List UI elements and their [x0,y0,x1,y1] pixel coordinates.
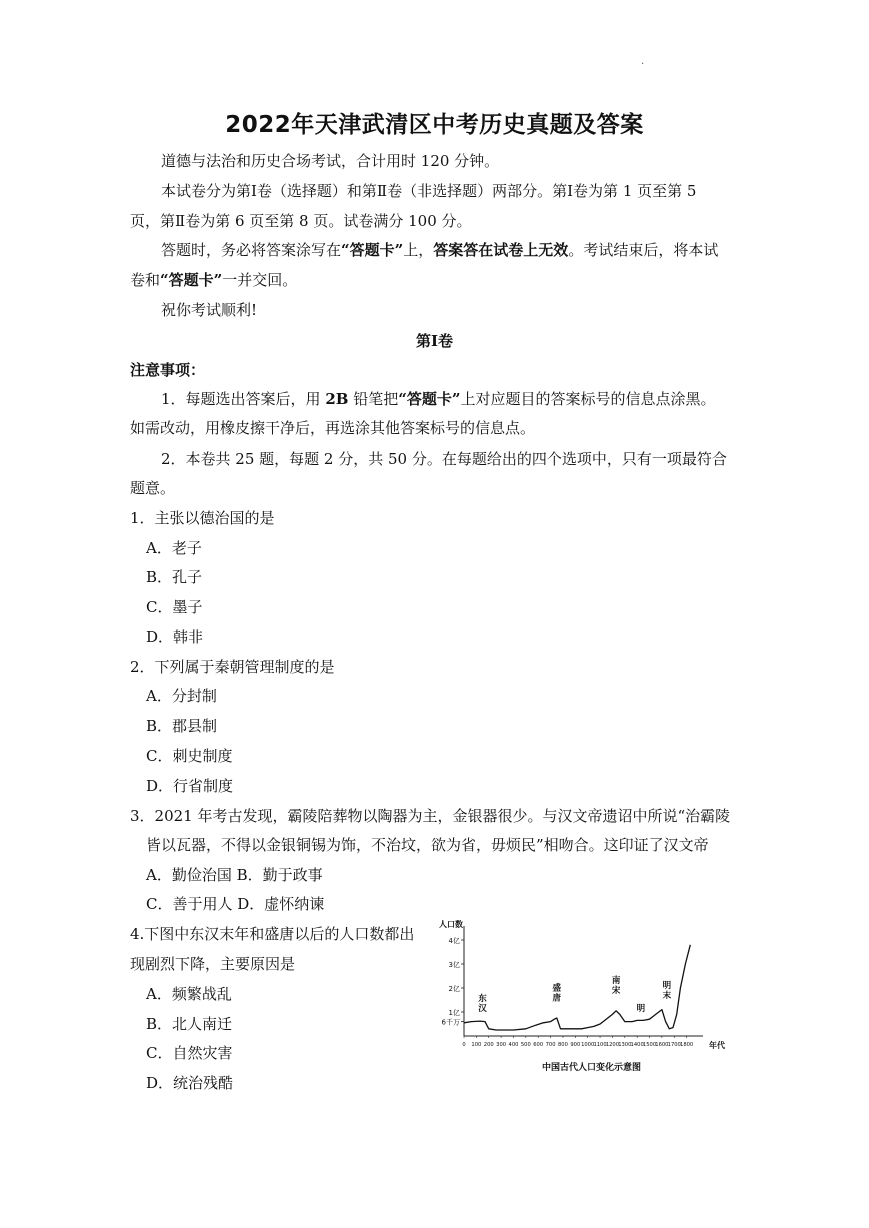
y-tick-label: 1亿 [448,1009,460,1017]
intro-text: 上， [403,241,434,259]
x-tick-label: 500 [520,1042,531,1048]
notice-text: 铅笔把 [348,390,399,408]
intro-line-4 [161,240,718,260]
question-2-stem: 2．下列属于秦朝管理制度的是 [130,658,335,676]
population-chart [437,918,742,1078]
annotation-label: 宋 [611,986,621,997]
question-4-option-c: C．自然灾害 [146,1044,233,1062]
x-axis-label: 年代 [709,1041,725,1050]
x-tick-label: 600 [533,1042,544,1048]
question-1-option-b: B．孔子 [146,568,203,586]
x-tick-label: 100 [471,1042,482,1048]
question-1-option-c: C．墨子 [146,598,203,616]
x-tick-label: 700 [545,1042,556,1048]
x-tick-label: 0 [462,1042,466,1048]
question-4-option-a: A．频繁战乱 [146,985,232,1003]
question-3-stem-line-1: 3．2021 年考古发现，霸陵陪葬物以陶器为主，金银器很少。与汉文帝遗诏中所说“治霸陵 [130,807,731,825]
question-1-option-a: A．老子 [146,539,202,557]
y-axis-label: 人口数 [439,920,463,929]
x-tick-label: 200 [483,1042,494,1048]
x-tick-label: 900 [570,1042,581,1048]
question-3-options-row-1: A．勤俭治国 B．勤于政事 [146,866,323,884]
annotation-label: 明 [636,1004,646,1015]
question-2-option-a: A．分封制 [146,687,217,705]
intro-text: 答题时，务必将答案涂写在 [161,241,342,259]
question-1-option-d: D．韩非 [146,628,204,646]
notice-line-1 [161,389,716,409]
intro-line-6: 祝你考试顺利! [161,301,258,319]
question-4-option-d: D．统治残酷 [146,1074,234,1092]
x-tick-label: 1200 [605,1042,620,1048]
notice-line-4: 题意。 [130,479,176,497]
y-tick-label: 3亿 [448,961,460,969]
chart-title: 中国古代人口变化示意图 [541,1063,642,1073]
question-2-option-c: C．刺史制度 [146,747,233,765]
x-tick-label: 1000 [581,1042,595,1048]
annotation-label: 明 [662,981,672,991]
intro-line-3: 页，第Ⅱ卷为第 6 页至第 8 页。试卷满分 100 分。 [130,212,472,230]
question-3-options-row-2: C．善于用人 D．虚怀纳谏 [146,895,325,913]
notice-text: 1．每题选出答案后，用 [161,390,326,408]
y-tick-label: 6千万 [441,1018,460,1027]
population-series-line [464,945,690,1030]
pencil-type: 2B [325,390,349,408]
x-tick-label: 1600 [655,1042,669,1048]
x-tick-label: 1400 [630,1042,644,1048]
annotation-label: 南 [611,976,621,987]
x-tick-label: 1700 [667,1042,681,1048]
header-dot: . [641,56,645,67]
question-2-option-d: D．行省制度 [146,777,234,795]
annotation-label: 汉 [478,1004,487,1015]
intro-text: 卷和 [130,271,161,289]
question-4-option-b: B．北人南迁 [146,1015,233,1033]
question-2-option-b: B．郡县制 [146,717,218,735]
intro-line-5 [130,270,297,290]
section-heading: 第Ⅰ卷 [415,332,454,350]
y-tick-label: 2亿 [448,985,460,993]
annotation-label: 盛 [552,983,562,994]
annotation-label: 唐 [552,993,562,1004]
notice-text: 上对应题目的答案标号的信息点涂黑。 [460,390,716,408]
x-tick-label: 1500 [642,1042,657,1048]
invalid-warning: 答案答在试卷上无效 [433,241,569,259]
intro-text: 。考试结束后，将本试 [568,241,719,259]
x-tick-label: 800 [557,1042,568,1048]
page-title: 2022年天津武清区中考历史真题及答案 [225,112,644,138]
question-3-stem-line-2: 皆以瓦器，不得以金银铜锡为饰，不治坟，欲为省，毋烦民”相吻合。这印证了汉文帝 [146,836,709,854]
notice-line-2: 如需改动，用橡皮擦干净后，再选涂其他答案标号的信息点。 [130,419,536,437]
answer-card-term: “答题卡” [160,271,223,289]
question-4-stem-line-1: 4.下图中东汉末年和盛唐以后的人口数都出 [130,925,415,943]
annotation-label: 东 [478,994,487,1005]
intro-text: 一并交回。 [222,271,298,289]
answer-card-term: “答题卡” [341,241,404,259]
x-tick-label: 400 [508,1042,519,1048]
population-chart-svg [437,918,742,1078]
annotation-label: 末 [662,991,672,1001]
x-tick-label: 1800 [680,1042,694,1048]
answer-card-term: “答题卡” [398,390,461,408]
x-tick-label: 300 [496,1042,507,1048]
question-4-stem-line-2: 现剧烈下降，主要原因是 [130,955,296,973]
intro-line-1: 道德与法治和历史合场考试，合计用时 120 分钟。 [161,152,500,170]
notice-line-3: 2．本卷共 25 题，每题 2 分，共 50 分。在每题给出的四个选项中，只有一项最符合 [161,450,727,468]
notice-title: 注意事项： [130,361,206,379]
x-tick-label: 1100 [593,1042,607,1048]
question-1-stem: 1．主张以德治国的是 [130,509,275,527]
intro-line-2: 本试卷分为第Ⅰ卷（选择题）和第Ⅱ卷（非选择题）两部分。第Ⅰ卷为第 1 页至第 5 [161,182,697,200]
y-tick-label: 4亿 [448,937,460,945]
x-tick-label: 1300 [618,1042,632,1048]
